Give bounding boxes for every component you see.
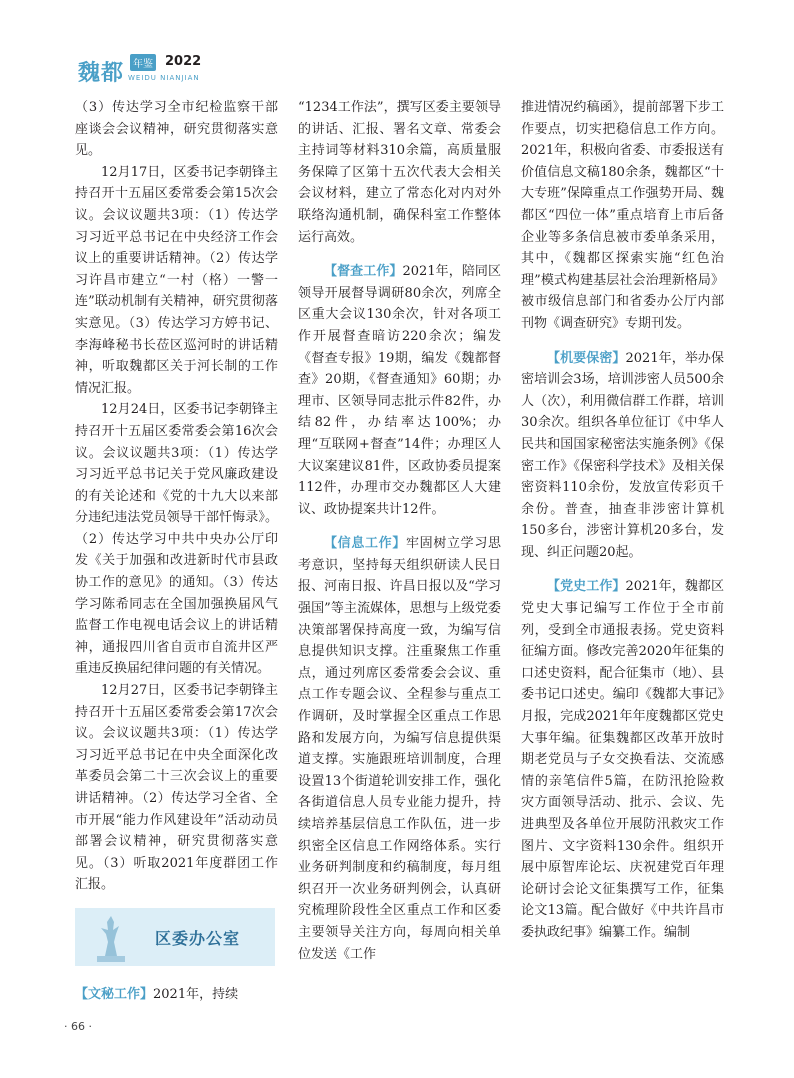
section-tag: 【机要保密】 xyxy=(547,350,626,366)
paragraph xyxy=(298,261,501,520)
yearbook-badge: 年鉴 xyxy=(130,54,156,71)
paragraph: 12月27日，区委书记李朝锋主持召开十五届区委常委会第17次会议。会议议题共3项：（1）传达学习习近平总书记在中央全面深化改革委员会第二十三次会议上的重要讲话精神。（2）传达学习全省、全市开展“能力作风建设年”活动动员部署会议精神，研究贯彻落实意见。（3）听取2021年度群团工作汇报。 xyxy=(75,683,278,893)
page-header xyxy=(78,50,398,90)
column-3 xyxy=(521,97,724,944)
paragraph: 12月17日，区委书记李朝锋主持召开十五届区委常委会第15次会议。会议议题共3项：（1）传达学习习近平总书记在中央经济工作会议上的重要讲话精神。（2）传达学习许昌市建立“一村（格）一警一连”联动机制有关精神，研究贯彻落实意见。（3）传达学习方婷书记、李海峰秘书长莅区巡河时的讲话精神，听取魏都区关于河长制的工作情况汇报。 xyxy=(75,164,278,396)
paragraph: “1234工作法”，撰写区委主要领导的讲话、汇报、署名文章、常委会主持词等材料310余篇，高质量服务保障了区第十五次代表大会相关会议材料，建立了常态化对内对外联络沟通机制，确保科室工作整体运行高效。 xyxy=(298,100,501,245)
section-tag: 【督查工作】 xyxy=(324,264,403,280)
yearbook-year: 2022 xyxy=(165,54,202,69)
paragraph xyxy=(521,576,724,943)
section-tag: 【信息工作】 xyxy=(324,536,406,552)
paragraph-text: 2021年，陪同区领导开展督导调研80余次，列席全区重大会议130余次，针对各项工作开展督查暗访220余次；编发《督查专报》19期，编发《魏都督查》20期，《督查通知》60期；办理市、区领导同志批示件82件，办结82件，办结率达100%；办理“互联网+督查”14件；办理区人大议案建议81件，区政协委员提案112件，办理市交办魏都区人大建议、政协提案共计12件。 xyxy=(298,264,501,517)
yearbook-subtitle: WEIDU NIANJIAN xyxy=(128,74,200,82)
paragraph: 12月24日，区委书记李朝锋主持召开十五届区委常委会第16次会议。会议议题共3项：（1）传达学习习近平总书记关于党风廉政建设的有关论述和《党的十九大以来部分违纪违法党员领导干部忏悔录》。（2）传达学习中共中央办公厅印发《关于加强和改进新时代市县政协工作的意见》的通知。（3）传达学习陈希同志在全国加强换届风气监督工作电视电话会议上的讲话精神，通报四川省自贡市自流井区严重违反换届纪律问题的有关情况。 xyxy=(75,402,278,677)
yearbook-logo: 魏都 xyxy=(78,61,125,86)
paragraph-text: 2021年，魏都区党史大事记编写工作位于全市前列，受到全市通报表扬。党史资料征编方面。修改完善2020年征集的口述史资料，配合征集市（地）、县委书记口述史。编印《魏都大事记》月报，完成2021年年度魏都区党史大事年编。征集魏都区改革开放时期老党员与子女交换看法、交流感情的亲笔信件5篇，在防汛抢险救灾方面领导活动、批示、会议、先进典型及各单位开展防汛救灾工作图片、文字资料130余件。组织开展中原智库论坛、庆祝建党百年理论研讨会论文征集撰写工作，征集论文13篇。配合做好《中共许昌市委执政纪事》编纂工作。编制 xyxy=(521,579,724,940)
section-title: 区委办公室 xyxy=(155,929,241,948)
paragraph-text: 2021年，持续 xyxy=(153,987,239,1002)
paragraph: 推进情况约稿函》，提前部署下步工作要点，切实把稳信息工作方向。2021年，积极向省委、市委报送有价值信息文稿180余条，魏都区“十大专班”保障重点工作强势开局、魏都区“四位一体”重点培育上市后备企业等多条信息被市委单条采用，其中，《魏都区探索实施“红色治理”模式构建基层社会治理新格局》被市级信息部门和省委办公厅内部刊物《调查研究》专期刊发。 xyxy=(521,100,724,331)
section-banner xyxy=(75,908,275,966)
column-1 xyxy=(75,97,278,896)
column-2 xyxy=(298,97,501,965)
paragraph xyxy=(298,533,501,965)
monument-figure-icon xyxy=(83,912,139,964)
section-tag: 【党史工作】 xyxy=(547,579,626,595)
paragraph-text: 2021年，举办保密培训会3场，培训涉密人员500余人（次），利用微信群工作群，培训30余次。组织各单位征订《中华人民共和国国家秘密法实施条例》《保密工作》《保密科学技术》及相关保密资料110余份，发放宣传彩页千余份。普查，抽查非涉密计算机150多台，涉密计算机20多台，发现、纠正问题20起。 xyxy=(521,350,724,560)
column-1-tail xyxy=(75,984,278,1006)
paragraph: （3）传达学习全市纪检监察干部座谈会会议精神，研究贯彻落实意见。 xyxy=(75,100,278,159)
paragraph xyxy=(521,348,724,564)
page-number: · 66 · xyxy=(64,1020,92,1033)
section-tag: 【文秘工作】 xyxy=(75,987,154,1002)
paragraph-text: 牢固树立学习思考意识，坚持每天组织研读人民日报、河南日报、许昌日报以及“学习强国”等主流媒体，思想与上级党委决策部署保持高度一致，为编写信息提供知识支撑。注重聚焦工作重点，通过列席区委常委会会议、重点工作专题会议、全程参与重点工作调研，及时掌握全区重点工作思路和发展方向，为编写信息提供渠道支撑。实施跟班培训制度，合理设置13个街道轮训安排工作，强化各街道信息人员专业能力提升，持续培养基层信息工作队伍，进一步织密全区信息工作网络体系。实行业务研判制度和约稿制度，每月组织召开一次业务研判例会，认真研究梳理阶段性全区重点工作和区委主要领导关注方向，每周向相关单位发送《工作 xyxy=(298,536,501,962)
